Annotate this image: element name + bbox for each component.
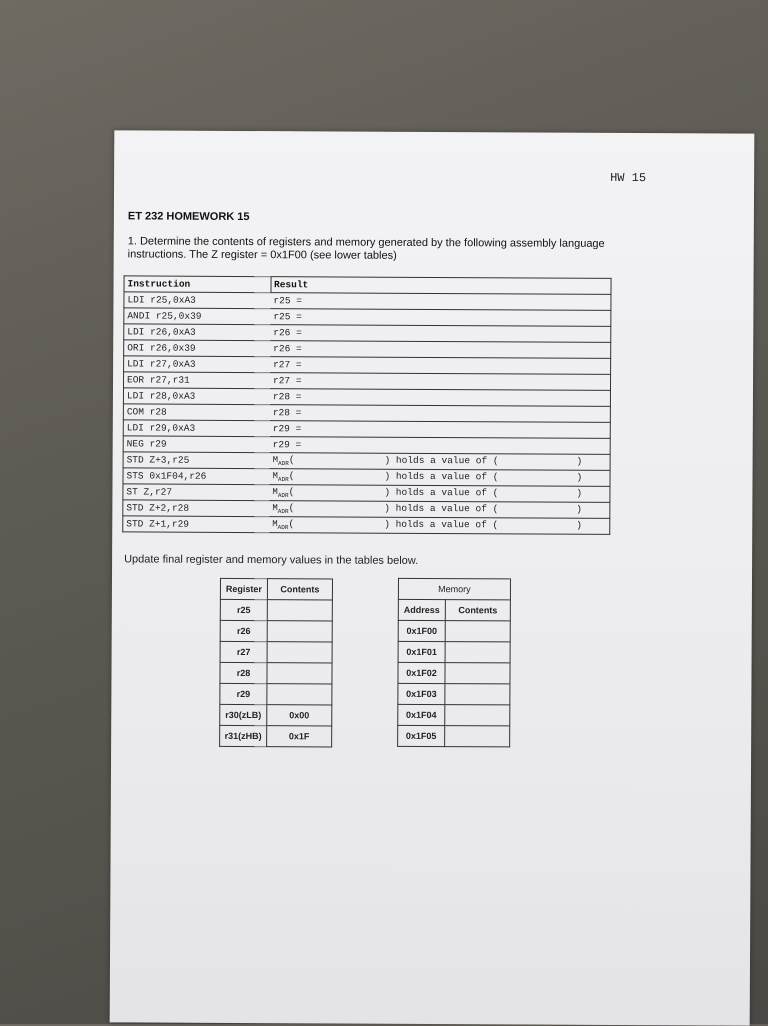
- memory-address-cell: 0x1F01: [398, 641, 445, 662]
- open-paren: (: [288, 486, 295, 498]
- madr-sub: ADR: [277, 524, 289, 532]
- result-cell: r27 =: [270, 373, 611, 391]
- memory-contents-cell[interactable]: [445, 642, 510, 663]
- address-header: Address: [398, 599, 445, 620]
- madr-m: M: [272, 487, 278, 498]
- madr-symbol: [272, 487, 289, 500]
- result-cell: r25 =: [270, 293, 611, 311]
- memory-contents-cell[interactable]: [445, 726, 510, 747]
- instruction-cell: COM r28: [123, 404, 270, 421]
- result-header: Result: [270, 277, 611, 295]
- madr-symbol: [272, 503, 289, 516]
- register-contents-cell[interactable]: [267, 684, 332, 705]
- madr-sub: ADR: [277, 460, 289, 468]
- memory-contents-cell[interactable]: [445, 663, 510, 684]
- memory-contents-cell[interactable]: [445, 684, 510, 705]
- update-instructions: Update final register and memory values in the tables below.: [124, 553, 419, 567]
- madr-symbol: [272, 471, 289, 484]
- instruction-cell: LDI r29,0xA3: [123, 420, 270, 437]
- instruction-table: [122, 275, 611, 535]
- homework-sheet: [110, 130, 755, 1025]
- register-contents-cell[interactable]: [267, 642, 332, 663]
- open-paren: (: [288, 454, 295, 466]
- document-title: ET 232 HOMEWORK 15: [127, 210, 250, 224]
- holds-value-text: ) holds a value of (: [384, 518, 499, 531]
- instruction-cell: STD Z+2,r28: [123, 500, 270, 517]
- close-paren: ): [576, 455, 583, 467]
- result-cell: r25 =: [270, 309, 611, 327]
- result-cell: r26 =: [270, 341, 611, 359]
- instruction-cell: NEG r29: [123, 436, 270, 453]
- instruction-cell: LDI r27,0xA3: [124, 356, 271, 373]
- contents-header: Contents: [267, 579, 332, 600]
- instruction-cell: LDI r26,0xA3: [124, 324, 271, 341]
- memory-row: [398, 725, 510, 747]
- register-row: [220, 683, 332, 705]
- instruction-cell: LDI r28,0xA3: [123, 388, 270, 405]
- holds-value-text: ) holds a value of (: [384, 454, 499, 467]
- close-paren: ): [576, 487, 583, 499]
- instruction-cell: ORI r26,0x39: [124, 340, 271, 357]
- holds-value-text: ) holds a value of (: [384, 470, 499, 483]
- register-row: [220, 662, 332, 684]
- instruction-cell: ST Z,r27: [123, 484, 270, 501]
- open-paren: (: [288, 470, 295, 482]
- close-paren: ): [576, 503, 583, 515]
- memory-row: [398, 704, 510, 726]
- memory-result-cell: [269, 517, 610, 535]
- hw-label: HW 15: [610, 170, 647, 186]
- register-row: [220, 641, 332, 663]
- instruction-cell: EOR r27,r31: [123, 372, 270, 389]
- memory-row: [398, 683, 510, 705]
- store-instruction-row: [123, 516, 610, 535]
- close-paren: ): [576, 519, 582, 531]
- memory-row: [398, 641, 510, 663]
- result-cell: r28 =: [270, 405, 611, 423]
- register-name-cell: r27: [220, 641, 267, 662]
- madr-sub: ADR: [277, 476, 289, 484]
- register-row: [220, 599, 332, 621]
- register-contents-cell[interactable]: [267, 600, 332, 621]
- holds-value-text: ) holds a value of (: [384, 486, 499, 499]
- memory-address-cell: 0x1F02: [398, 662, 445, 683]
- register-row: [220, 704, 332, 726]
- instruction-cell: STS 0x1F04,r26: [123, 468, 270, 485]
- result-cell: r28 =: [270, 389, 611, 407]
- memory-address-cell: 0x1F04: [398, 704, 445, 725]
- register-contents-cell[interactable]: 0x00: [267, 705, 332, 726]
- instruction-cell: ANDI r25,0x39: [124, 308, 271, 325]
- madr-symbol: [272, 519, 289, 532]
- register-name-cell: r28: [220, 662, 267, 683]
- memory-table: [397, 578, 511, 748]
- madr-m: M: [272, 519, 278, 530]
- register-contents-cell[interactable]: [267, 621, 332, 642]
- register-name-cell: r29: [220, 683, 267, 704]
- memory-row: [398, 662, 510, 684]
- madr-sub: ADR: [277, 492, 289, 500]
- result-cell: r29 =: [270, 421, 611, 439]
- memory-address-cell: 0x1F05: [398, 725, 445, 746]
- madr-m: M: [272, 455, 279, 466]
- register-name-cell: r30(zLB): [220, 704, 267, 725]
- register-contents-cell[interactable]: 0x1F: [267, 726, 332, 747]
- open-paren: (: [288, 502, 295, 514]
- memory-result-cell: [269, 469, 610, 487]
- memory-result-cell: [269, 485, 610, 503]
- register-row: [220, 620, 332, 642]
- result-cell: r26 =: [270, 325, 611, 343]
- register-header: Register: [220, 578, 267, 599]
- register-table: [219, 578, 333, 748]
- madr-sub: ADR: [277, 508, 289, 516]
- madr-m: M: [272, 471, 278, 482]
- memory-contents-header: Contents: [445, 600, 510, 621]
- instruction-cell: STD Z+1,r29: [123, 516, 270, 533]
- madr-m: M: [272, 503, 278, 514]
- result-cell: r29 =: [270, 437, 611, 455]
- register-name-cell: r26: [220, 620, 267, 641]
- memory-address-cell: 0x1F03: [398, 683, 445, 704]
- memory-result-cell: [269, 501, 610, 519]
- instruction-cell: LDI r25,0xA3: [124, 292, 271, 309]
- memory-contents-cell[interactable]: [445, 705, 510, 726]
- memory-address-cell: 0x1F00: [398, 620, 445, 641]
- instruction-cell: STD Z+3,r25: [123, 452, 270, 469]
- open-paren: (: [288, 518, 295, 530]
- result-cell: r27 =: [270, 357, 611, 375]
- register-row: [220, 725, 332, 747]
- memory-result-cell: [270, 453, 611, 471]
- memory-row: [398, 620, 510, 642]
- register-name-cell: r31(zHB): [220, 725, 267, 746]
- madr-symbol: [272, 455, 289, 468]
- holds-value-text: ) holds a value of (: [384, 502, 499, 515]
- register-contents-cell[interactable]: [267, 663, 332, 684]
- memory-contents-cell[interactable]: [445, 621, 510, 642]
- instruction-header: Instruction: [124, 276, 271, 293]
- question-text: 1. Determine the contents of registers and memory generated by the following assembly language instructions. The Z register = 0x1F00 (see lower tables): [127, 235, 605, 262]
- register-name-cell: r25: [220, 599, 267, 620]
- close-paren: ): [576, 471, 583, 483]
- memory-caption: Memory: [398, 578, 510, 600]
